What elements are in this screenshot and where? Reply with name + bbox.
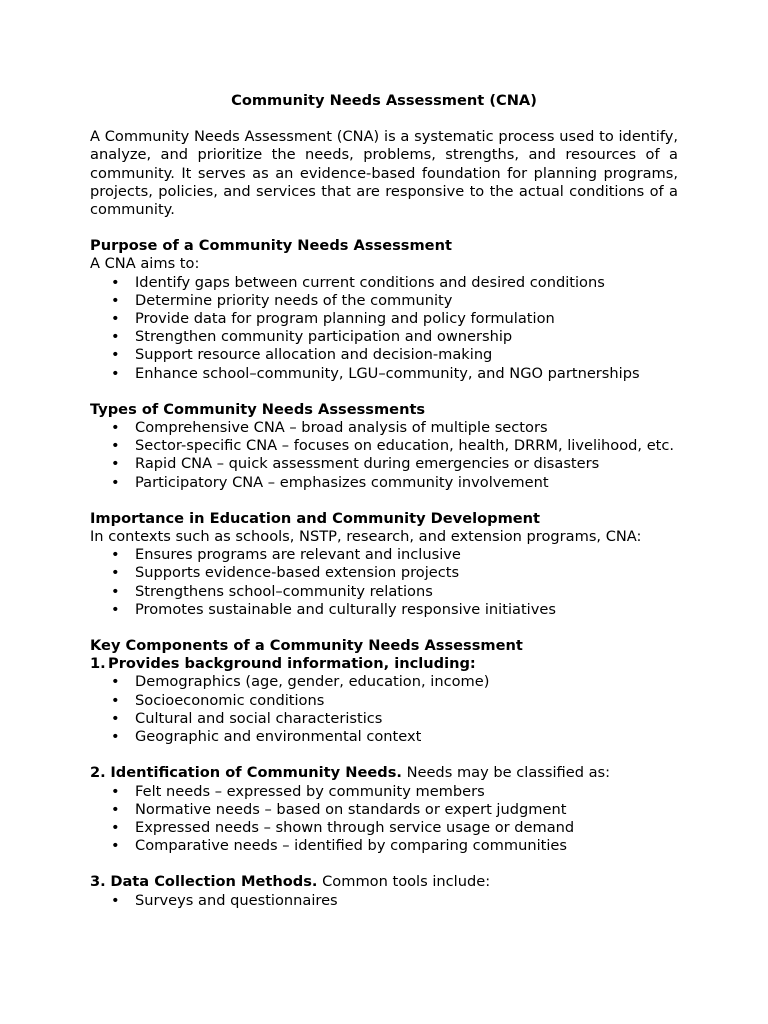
bullet-icon: • [111,473,120,491]
list-item: • Rapid CNA – quick assessment during emergencies or disasters [111,455,600,473]
list-item: • Enhance school–community, LGU–community, and NGO partnerships [111,364,640,382]
types-list [90,419,678,492]
bullet-icon: • [111,582,120,600]
list-item: • Comprehensive CNA – broad analysis of multiple sectors [111,419,548,437]
list-item: • Strengthens school–community relations [111,582,433,600]
component-number: 3. [90,873,106,891]
bullet-icon: • [111,364,120,382]
list-item: • Determine priority needs of the community [111,291,453,309]
list-item: • Socioeconomic conditions [111,691,325,709]
component-2-list [90,783,678,856]
component-number: 2. [90,764,106,782]
purpose-list [90,274,678,383]
component-3-heading [90,873,678,891]
list-item: • Surveys and questionnaires [111,891,338,909]
list-item: • Support resource allocation and decision-making [111,346,493,364]
importance-list [90,546,678,619]
bullet-icon: • [111,419,120,437]
component-title: Identification of Community Needs. [110,764,402,782]
intro-paragraph: A Community Needs Assessment (CNA) is a systematic process used to identify, analyze, and prioritize the needs, problems, strengths, and resources of a community. It serves as an evidence-based foundation for planning programs, projects, policies, and services that are responsive to the actual conditions of a community. [90,128,678,219]
bullet-icon: • [111,891,120,909]
bullet-icon: • [111,455,120,473]
bullet-icon: • [111,546,120,564]
types-section [90,401,678,492]
bullet-icon: • [111,310,120,328]
list-item: • Participatory CNA – emphasizes community involvement [111,473,549,491]
bullet-icon: • [111,728,120,746]
bullet-icon: • [111,273,120,291]
types-heading: Types of Community Needs Assessments [90,400,426,418]
bullet-icon: • [111,709,120,727]
purpose-heading: Purpose of a Community Needs Assessment [90,237,452,255]
bullet-icon: • [111,291,120,309]
list-item: • Strengthen community participation and ownership [111,328,513,346]
list-item: • Sector-specific CNA – focuses on education, health, DRRM, livelihood, etc. [111,437,675,455]
component-number: 1. [90,655,106,673]
purpose-section [90,237,678,383]
component-1-heading [90,655,678,673]
bullet-icon: • [111,782,120,800]
list-item: • Expressed needs – shown through service usage or demand [111,818,575,836]
list-item: • Identify gaps between current conditions and desired conditions [111,273,605,291]
bullet-icon: • [111,691,120,709]
components-heading: Key Components of a Community Needs Assessment [90,637,523,655]
bullet-icon: • [111,818,120,836]
bullet-icon: • [111,673,120,691]
list-item: • Comparative needs – identified by comparing communities [111,837,567,855]
bullet-icon: • [111,328,120,346]
list-item: • Ensures programs are relevant and inclusive [111,546,461,564]
component-title: Data Collection Methods. [110,873,318,891]
list-item: • Felt needs – expressed by community members [111,782,485,800]
component-2-heading [90,764,678,782]
component-3-list [90,892,678,910]
document-page [90,92,678,928]
bullet-icon: • [111,800,120,818]
list-item: • Provide data for program planning and policy formulation [111,310,555,328]
bullet-icon: • [111,600,120,618]
list-item: • Supports evidence-based extension projects [111,564,460,582]
components-section [90,637,678,746]
importance-heading: Importance in Education and Community Development [90,509,541,527]
importance-section [90,510,678,619]
document-title: Community Needs Assessment (CNA) [231,92,537,109]
component-2-section [90,764,678,855]
list-item: • Promotes sustainable and culturally responsive initiatives [111,600,556,618]
bullet-icon: • [111,564,120,582]
component-3-section [90,873,678,909]
component-subtitle: Needs may be classified as: [406,764,611,782]
list-item: • Cultural and social characteristics [111,709,383,727]
component-subtitle: Common tools include: [322,873,491,891]
bullet-icon: • [111,437,120,455]
list-item: • Normative needs – based on standards or expert judgment [111,800,567,818]
bullet-icon: • [111,346,120,364]
purpose-intro: A CNA aims to: [90,255,200,273]
component-1-list [90,673,678,746]
list-item: • Demographics (age, gender, education, income) [111,673,490,691]
bullet-icon: • [111,837,120,855]
list-item: • Geographic and environmental context [111,728,422,746]
importance-intro: In contexts such as schools, NSTP, research, and extension programs, CNA: [90,528,642,546]
component-title: Provides background information, including: [108,655,476,673]
